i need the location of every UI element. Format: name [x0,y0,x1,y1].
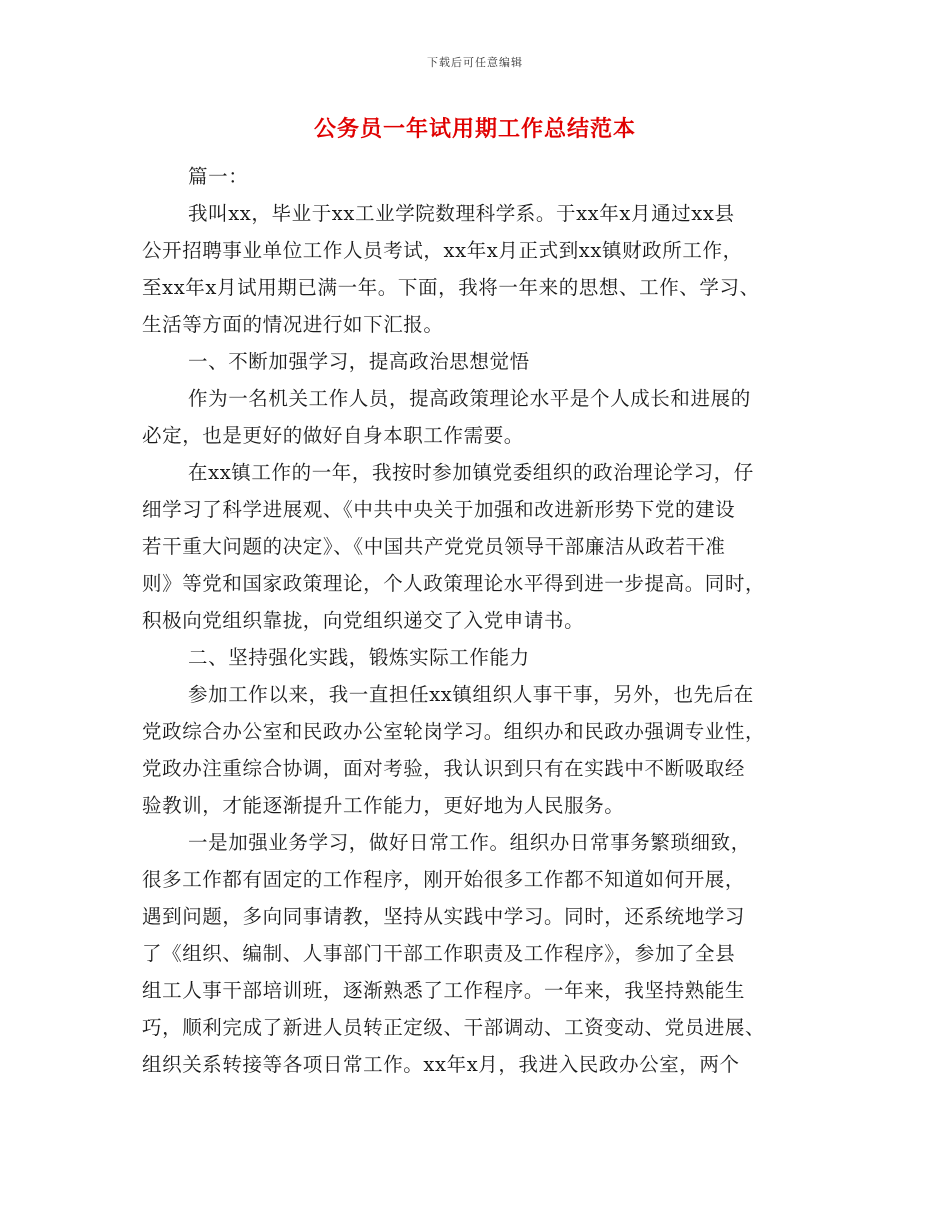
text-line: 党政综合办公室和民政办公室轮岗学习。组织办和民政办强调专业性， [142,720,766,743]
text-line: 我叫xx，毕业于xx工业学院数理科学系。于xx年x月通过xx县 [188,202,735,225]
text-line: 篇一： [188,165,249,188]
text-line: 公开招聘事业单位工作人员考试，xx年x月正式到xx镇财政所工作， [142,239,743,262]
text-line: 必定，也是更好的做好自身本职工作需要。 [142,424,524,447]
document-body [142,158,814,1083]
text-line: 在xx镇工作的一年，我按时参加镇党委组织的政治理论学习，仔 [188,461,754,484]
header-note: 下载后可任意编辑 [427,56,523,69]
text-line: 则》等党和国家政策理论，个人政策理论水平得到进一步提高。同时， [142,572,766,595]
document-title: 公务员一年试用期工作总结范本 [313,117,636,142]
text-line: 作为一名机关工作人员，提高政策理论水平是个人成长和进展的 [188,387,751,410]
text-line: 验教训，才能逐渐提升工作能力，更好地为人民服务。 [142,794,625,817]
text-line: 组织关系转接等各项日常工作。xx年x月，我进入民政办公室，两个 [142,1053,740,1076]
text-line: 细学习了科学进展观、《中共中央关于加强和改进新形势下党的建设 [142,498,736,521]
text-line: 一、不断加强学习，提高政治思想觉悟 [188,350,530,373]
text-line: 遇到问题，多向同事请教，坚持从实践中学习。同时，还系统地学习 [142,905,746,928]
text-line: 若干重大问题的决定》、《中国共产党党员领导干部廉洁从政若干准 [142,535,726,558]
text-line: 一是加强业务学习，做好日常工作。组织办日常事务繁琐细致， [188,831,751,854]
text-line: 了《组织、编制、人事部门干部工作职责及工作程序》，参加了全县 [142,942,736,965]
text-line: 组工人事干部培训班，逐渐熟悉了工作程序。一年来，我坚持熟能生 [142,979,746,1002]
text-line: 生活等方面的情况进行如下汇报。 [142,313,444,336]
text-line: 巧，顺利完成了新进人员转正定级、干部调动、工资变动、党员进展、 [142,1016,766,1039]
text-line: 党政办注重综合协调，面对考验，我认识到只有在实践中不断吸取经 [142,757,746,780]
text-line: 参加工作以来，我一直担任xx镇组织人事干事，另外，也先后在 [188,683,754,706]
text-line: 二、坚持强化实践，锻炼实际工作能力 [188,646,530,669]
text-line: 至xx年x月试用期已满一年。下面，我将一年来的思想、工作、学习、 [142,276,760,299]
text-line: 积极向党组织靠拢，向党组织递交了入党申请书。 [142,609,585,632]
text-line: 很多工作都有固定的工作程序，刚开始很多工作都不知道如何开展， [142,868,746,891]
